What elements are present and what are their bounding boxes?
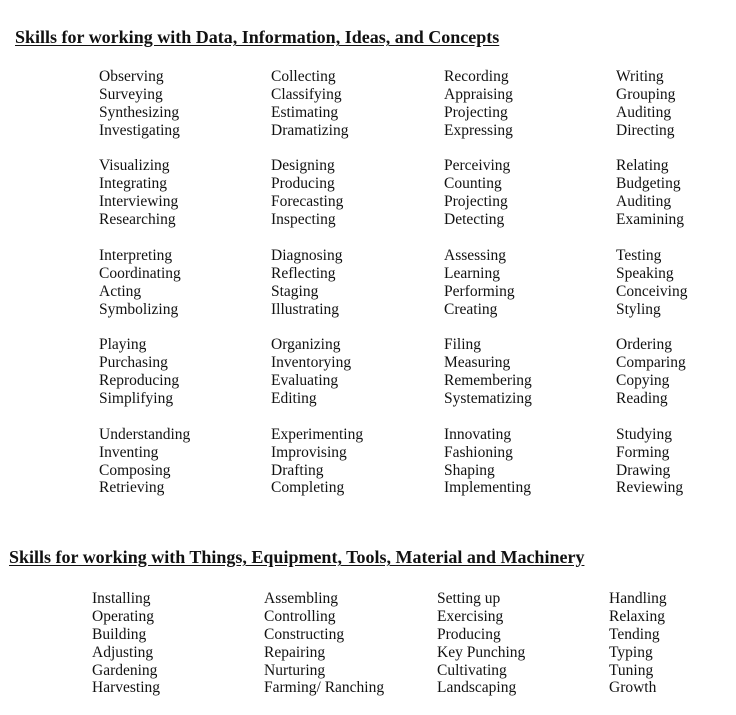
skill-word: Grouping: [616, 85, 676, 103]
skill-word: Staging: [271, 282, 319, 300]
skill-word: Copying: [616, 372, 670, 390]
skills-group: [99, 336, 271, 408]
skill-word: Setting up: [437, 590, 501, 607]
skill-word: Tending: [609, 625, 660, 643]
skill-word: Recording: [444, 68, 509, 85]
skills-column: [99, 68, 271, 497]
skill-word: Constructing: [264, 625, 345, 643]
skill-word: Reading: [616, 390, 668, 408]
skill-word: Assessing: [444, 246, 507, 264]
skill-word: Examining: [616, 211, 685, 229]
skills-group: [444, 336, 616, 408]
data-skills-grid: [99, 68, 736, 497]
skill-word: Counting: [444, 175, 502, 193]
skill-word: Relating: [616, 157, 669, 175]
skills-column: [264, 590, 437, 697]
skill-word: Producing: [271, 175, 335, 193]
skill-word: Drawing: [616, 461, 671, 479]
skills-group: [444, 68, 616, 140]
skill-word: Gardening: [92, 661, 158, 679]
skill-word: Controlling: [264, 607, 336, 625]
skill-word: Observing: [99, 68, 164, 85]
skills-group: [271, 68, 444, 140]
skill-word: Purchasing: [99, 354, 168, 372]
skill-word: Experimenting: [271, 425, 364, 443]
skill-word: Interpreting: [99, 246, 173, 264]
skill-word: Simplifying: [99, 390, 174, 408]
skill-word: Landscaping: [437, 679, 517, 697]
skills-group: [99, 247, 271, 319]
skill-word: Growth: [609, 679, 657, 697]
skill-word: Harvesting: [92, 679, 161, 697]
skills-group: [444, 426, 616, 498]
skill-word: Inventorying: [271, 354, 352, 372]
skill-word: Writing: [616, 68, 664, 85]
skill-word: Adjusting: [92, 643, 154, 661]
skills-column: [616, 68, 736, 497]
skill-word: Dramatizing: [271, 121, 349, 139]
skill-word: Auditing: [616, 193, 672, 211]
skill-word: Farming/ Ranching: [264, 679, 385, 697]
skill-word: Exercising: [437, 607, 504, 625]
skill-word: Forming: [616, 443, 670, 461]
skill-word: Projecting: [444, 193, 508, 211]
skill-word: Acting: [99, 282, 142, 300]
skill-word: Playing: [99, 336, 147, 354]
skills-group: [616, 157, 736, 229]
skill-word: Directing: [616, 121, 675, 139]
skill-word: Assembling: [264, 590, 339, 607]
skill-word: Studying: [616, 425, 672, 443]
skill-word: Researching: [99, 211, 176, 229]
skill-word: Visualizing: [99, 157, 170, 175]
skill-word: Performing: [444, 282, 515, 300]
skill-word: Composing: [99, 461, 171, 479]
skill-word: Drafting: [271, 461, 324, 479]
skills-group: [444, 157, 616, 229]
skill-word: Creating: [444, 300, 498, 318]
skill-word: Reviewing: [616, 479, 684, 497]
skill-word: Learning: [444, 264, 500, 282]
skills-group: [99, 157, 271, 229]
skill-word: Classifying: [271, 85, 342, 103]
skill-word: Cultivating: [437, 661, 507, 679]
skills-column: [92, 590, 264, 697]
skill-word: Systematizing: [444, 390, 532, 408]
skill-word: Interviewing: [99, 193, 179, 211]
skill-word: Coordinating: [99, 264, 181, 282]
skills-group: [99, 68, 271, 140]
skill-word: Innovating: [444, 425, 512, 443]
skill-word: Investigating: [99, 121, 180, 139]
skill-word: Forecasting: [271, 193, 344, 211]
skill-word: Repairing: [264, 643, 326, 661]
skills-group: [616, 247, 736, 319]
skill-word: Reflecting: [271, 264, 336, 282]
skill-word: Building: [92, 625, 147, 643]
skills-group: [99, 426, 271, 498]
skill-word: Shaping: [444, 461, 495, 479]
skill-word: Remembering: [444, 372, 532, 390]
skill-word: Auditing: [616, 103, 672, 121]
skill-word: Integrating: [99, 175, 168, 193]
skill-word: Completing: [271, 479, 345, 497]
skill-word: Operating: [92, 607, 154, 625]
skill-word: Collecting: [271, 68, 336, 85]
skills-group: [271, 157, 444, 229]
skill-word: Speaking: [616, 264, 674, 282]
skill-word: Expressing: [444, 121, 513, 139]
skill-word: Nurturing: [264, 661, 326, 679]
skills-group: [616, 426, 736, 498]
skill-word: Producing: [437, 625, 501, 643]
skills-column: [437, 590, 609, 697]
skills-group: [271, 336, 444, 408]
skill-word: Key Punching: [437, 643, 526, 661]
skill-word: Testing: [616, 246, 662, 264]
skill-word: Typing: [609, 643, 653, 661]
skill-word: Synthesizing: [99, 103, 180, 121]
skill-word: Symbolizing: [99, 300, 179, 318]
skill-word: Measuring: [444, 354, 511, 372]
skill-word: Relaxing: [609, 607, 665, 625]
skill-word: Styling: [616, 300, 661, 318]
skill-word: Ordering: [616, 336, 672, 354]
skill-word: Tuning: [609, 661, 654, 679]
skill-word: Fashioning: [444, 443, 513, 461]
skills-column: [444, 68, 616, 497]
skill-word: Understanding: [99, 425, 191, 443]
skill-word: Perceiving: [444, 157, 511, 175]
data-skills-heading: Skills for working with Data, Information, Ideas, and Concepts: [15, 27, 500, 47]
skill-word: Conceiving: [616, 282, 688, 300]
skill-word: Organizing: [271, 336, 341, 354]
skill-word: Detecting: [444, 211, 505, 229]
skill-word: Comparing: [616, 354, 686, 372]
skill-word: Reproducing: [99, 372, 180, 390]
skill-word: Appraising: [444, 85, 513, 103]
things-skills-heading: Skills for working with Things, Equipment, Tools, Material and Machinery: [9, 547, 585, 567]
skill-word: Implementing: [444, 479, 531, 497]
skills-group: [616, 68, 736, 140]
skills-group: [616, 336, 736, 408]
skill-word: Retrieving: [99, 479, 165, 497]
skill-word: Projecting: [444, 103, 508, 121]
skill-word: Installing: [92, 590, 151, 607]
skills-group: [271, 247, 444, 319]
skills-group: [271, 426, 444, 498]
skill-word: Editing: [271, 390, 317, 408]
skill-word: Handling: [609, 590, 667, 607]
skill-word: Illustrating: [271, 300, 340, 318]
things-skills-grid: [92, 590, 729, 697]
skills-column: [271, 68, 444, 497]
skill-word: Filing: [444, 336, 482, 354]
skill-word: Budgeting: [616, 175, 681, 193]
skill-word: Designing: [271, 157, 335, 175]
skills-column: [609, 590, 729, 697]
skills-group: [444, 247, 616, 319]
skill-word: Inspecting: [271, 211, 336, 229]
skill-word: Estimating: [271, 103, 339, 121]
skill-word: Inventing: [99, 443, 159, 461]
skill-word: Evaluating: [271, 372, 339, 390]
skill-word: Diagnosing: [271, 246, 343, 264]
skill-word: Surveying: [99, 85, 163, 103]
skill-word: Improvising: [271, 443, 347, 461]
